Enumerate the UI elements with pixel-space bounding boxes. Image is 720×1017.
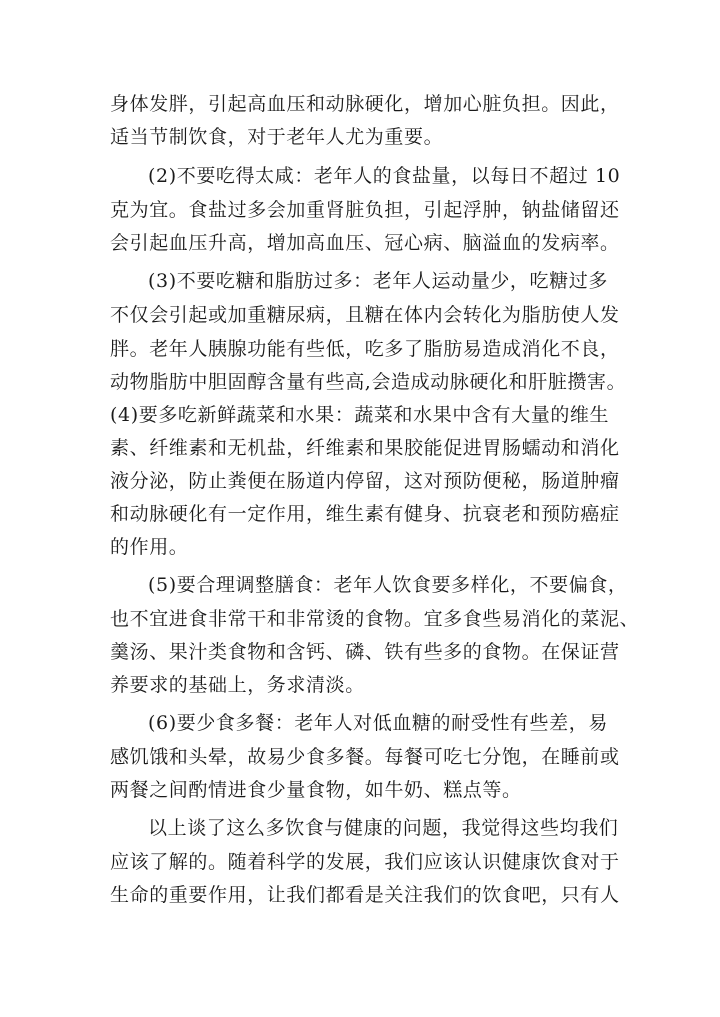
text-line: 和动脉硬化有一定作用，维生素有健身、抗衰老和预防癌症 — [110, 503, 620, 525]
text-line: 两餐之间酌情进食少量食物，如牛奶、糕点等。 — [110, 779, 522, 801]
paragraph-4-start: (4)要多吃新鲜蔬菜和水果：蔬菜和水果中含有大量的维生 — [110, 404, 610, 426]
text-line: 感饥饿和头晕，故易少食多餐。每餐可吃七分饱，在睡前或 — [110, 746, 620, 768]
text-line: 适当节制饮食，对于老年人尤为重要。 — [110, 126, 444, 148]
text-line: 羹汤、果汁类食物和含钙、磷、铁有些多的食物。在保证营 — [110, 641, 620, 663]
text-line: 会引起血压升高，增加高血压、冠心病、脑溢血的发病率。 — [110, 232, 620, 254]
text-line: 的作用。 — [110, 536, 189, 558]
text-line: 动物脂肪中胆固醇含量有些高,会造成动脉硬化和肝脏攒害。 — [110, 371, 627, 393]
text-line: 生命的重要作用，让我们都看是关注我们的饮食吧，只有人 — [110, 884, 620, 906]
text-line: 不仅会引起或加重糖尿病，且糖在体内会转化为脂肪使人发 — [110, 304, 620, 326]
paragraph-3-start: (3)不要吃糖和脂肪过多：老年人运动量少，吃糖过多 — [148, 270, 608, 292]
text-line: 素、纤维素和无机盐，纤维素和果胶能促进胃肠蠕动和消化 — [110, 437, 620, 459]
text-line: 身体发胖，引起高血压和动脉硬化，增加心脏负担。因此， — [110, 93, 620, 115]
paragraph-2-start: (2)不要吃得太咸：老年人的食盐量，以每日不超过 10 — [148, 165, 621, 187]
paragraph-5-start: (5)要合理调整膳食：老年人饮食要多样化，不要偏食， — [148, 574, 628, 596]
text-line: 也不宜进食非常干和非常烫的食物。宜多食些易消化的菜泥、 — [110, 608, 640, 630]
text-line: 液分泌，防止粪便在肠道内停留，这对预防便秘，肠道肿瘤 — [110, 470, 620, 492]
text-line: 养要求的基础上，务求清淡。 — [110, 674, 365, 696]
text-line: 胖。老年人胰腺功能有些低，吃多了脂肪易造成消化不良， — [110, 338, 620, 360]
paragraph-7-start: 以上谈了这么多饮食与健康的问题，我觉得这些均我们 — [148, 817, 619, 839]
paragraph-6-start: (6)要少食多餐：老年人对低血糖的耐受性有些差，易 — [148, 712, 608, 734]
text-line: 克为宜。食盐过多会加重肾脏负担，引起浮肿，钠盐储留还 — [110, 199, 620, 221]
text-line: 应该了解的。随着科学的发展，我们应该认识健康饮食对于 — [110, 851, 620, 873]
